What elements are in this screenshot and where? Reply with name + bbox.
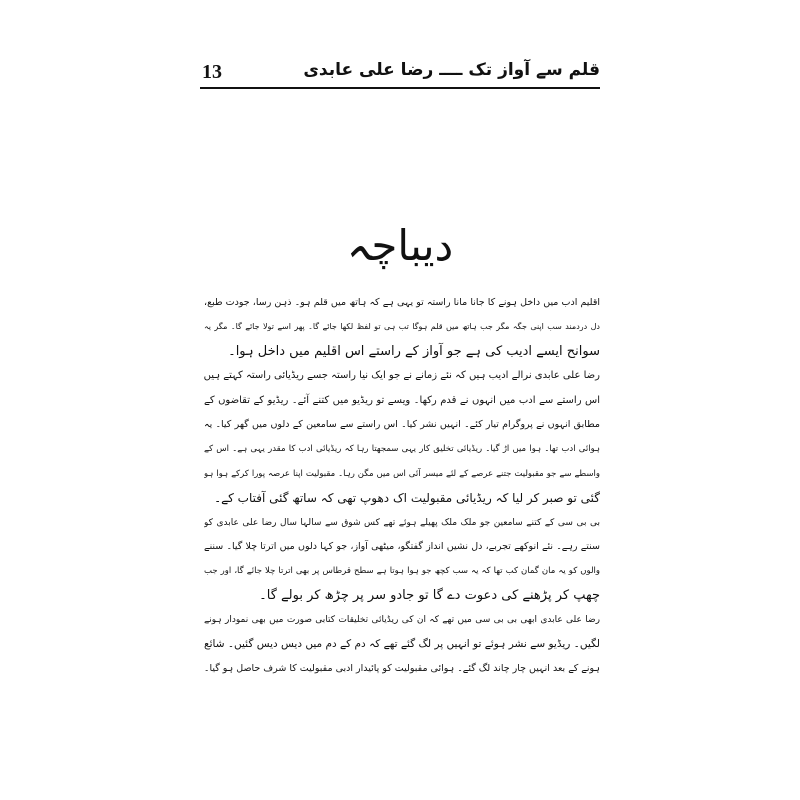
body-text (204, 291, 600, 681)
text-line: اس راستے سے ادب میں انہوں نے قدم رکھا۔ ویسے تو ریڈیو میں کتنے آئے۔ ریڈیو کے تقاضوں کے (204, 394, 600, 406)
page-number: 13 (202, 61, 222, 83)
text-line: رضا علی عابدی نرالے ادیب ہیں کہ نئے زمانے نے جو ایک نیا راستہ جسے ریڈیائی راستہ کہتے ہیں (204, 370, 600, 382)
text-line: واسطے سے جو مقبولیت جتنے عرصے کے لئے میسر آئی اس میں مگن رہا۔ مقبولیت اپنا عرصہ پورا کرکے ہوا ہو (204, 468, 600, 479)
running-head: قلم سے آواز تک ــــ رضا علی عابدی (303, 60, 600, 80)
text-line: سوانح ایسے ادیب کی ہے جو آواز کے راستے اس اقلیم میں داخل ہوا۔ (228, 343, 600, 359)
text-line: چھپ کر پڑھنے کی دعوت دے گا تو جادو سر پر چڑھ کر بولے گا۔ (259, 587, 600, 603)
header-rule (200, 87, 600, 89)
text-line: لگیں۔ ریڈیو سے نشر ہوئے تو انہیں پر لگ گئے تھے کہ دم کے دم میں دیس دیس گئیں۔ شائع (204, 638, 600, 651)
text-line: ہوائی ادب تھا۔ ہوا میں اڑ گیا۔ ریڈیائی تخلیق کار یہی سمجھتا رہا کہ ریڈیائی ادب کا مقدر یہی ہے۔ اس کے (204, 444, 600, 455)
text-line: رضا علی عابدی ابھی بی بی سی میں تھے کہ ان کی ریڈیائی تخلیقات کتابی صورت میں بھی نمودار ہونے (204, 615, 600, 626)
text-line: دل دردمند سب اپنی جگہ مگر جب ہاتھ میں قلم ہوگا تب ہی تو لفظ لکھا جائے گا۔ پھر اسے تولا جائے گا۔ مگر یہ (204, 322, 600, 332)
text-line: والوں کو یہ مان گمان کب تھا کہ یہ سب کچھ جو ہوا ہوتا ہے سطح قرطاس پر بھی اترتا چلا جائے گا، اور جب (204, 566, 600, 577)
text-line: سنتے رہے۔ نئے انوکھے تجربے، دل نشیں انداز گفتگو، میٹھی آواز، جو کہا دلوں میں اترتا چلا گیا۔ سننے (204, 540, 600, 552)
chapter-title: دیباچہ (346, 221, 454, 270)
text-line: گئی تو صبر کر لیا کہ ریڈیائی مقبولیت اک دھوپ تھی کہ ساتھ گئی آفتاب کے۔ (214, 491, 600, 506)
page-header (200, 56, 600, 90)
text-line: بی بی سی کے کتنے سامعین جو ملک ملک پھیلے ہوئے تھے کس شوق سے سالہا سال رضا علی عابدی کو (204, 517, 600, 528)
text-line: اقلیم ادب میں داخل ہونے کا جانا مانا راستہ تو یہی ہے کہ ہاتھ میں قلم ہو۔ ذہن رسا، جودت طبع، (204, 297, 600, 308)
text-line: ہونے کے بعد انہیں چار چاند لگ گئے۔ ہوائی مقبولیت کو پائیدار ادبی مقبولیت کا شرف حاصل ہو گیا۔ (204, 662, 600, 674)
text-line: مطابق انہوں نے پروگرام تیار کئے۔ انہیں نشر کیا۔ اس راستے سے سامعین کے دلوں میں گھر کیا۔ یہ (204, 418, 600, 430)
